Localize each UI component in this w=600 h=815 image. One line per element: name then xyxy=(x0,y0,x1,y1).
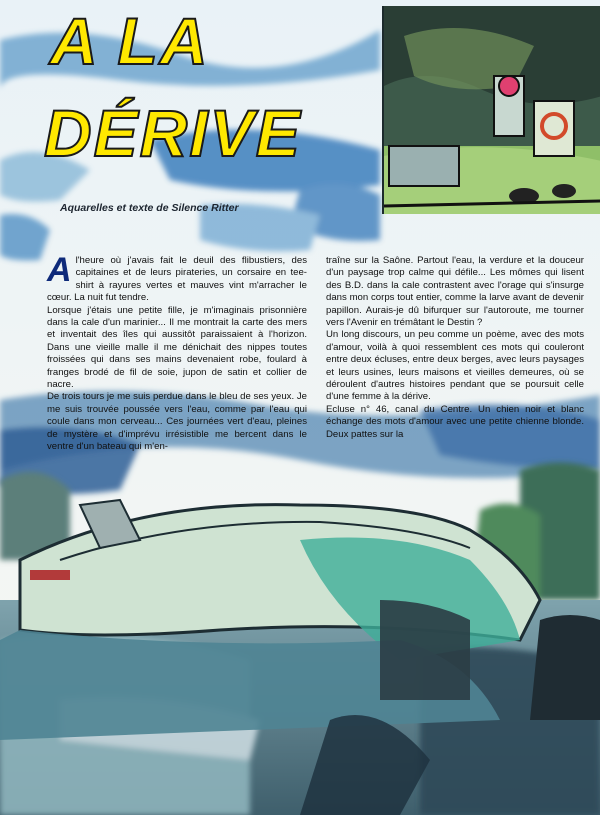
headline-line-1: A LA xyxy=(50,4,210,78)
drop-cap: A xyxy=(47,251,72,289)
paragraph: Ecluse n° 46, canal du Centre. Un chien noir et blanc échange des mots d'amour avec une petite chienne blonde. Deux pattes sur la xyxy=(326,403,584,440)
paragraph-text: l'heure où j'avais fait le deuil des flibustiers, des capitaines et de leurs pirateries, un corsaire en tee-shirt à rayures vertes et mauves vint m'arracher le cœur. La nuit fut tendre. xyxy=(47,255,307,304)
paragraph: traîne sur la Saône. Partout l'eau, la verdure et la douceur d'un paysage trop calme qui défile... Les mômes qui lisent des B.D. dans la cale contrastent avec l'orage qui s'insurge dans mon corps tout entier, comme la larve avant de devenir papillon. Aurais-je dû bifurquer sur l'autoroute, me tourner vers l'Avenir en trémâtant le Destin ? xyxy=(326,255,584,329)
headline-line-2: DÉRIVE xyxy=(44,96,302,170)
paragraph: Lorsque j'étais une petite fille, je m'imaginais prisonnière dans la cale d'un marinier... Il me montrait la carte des mers et inventait des îles qui aussitôt paraissaient à l'horizon. Dans une vieille malle il me dénichait des nippes toutes froissées qui dans ses mains devenaient robe, foulard à franges brodé de fil de soie, jupon de satin et collier de nacre. xyxy=(47,304,307,391)
article-column-right xyxy=(326,255,584,441)
paragraph xyxy=(47,251,307,305)
inset-illustration xyxy=(382,6,600,214)
paragraph: Un long discours, un peu comme un poème, avec des mots d'amour, voilà à quoi ressemblent ces mots qui couleront entre deux écluses, entre deux berges, avec leurs paysages et leurs usines, leurs maisons et vieilles demeures, où se déroulent d'autres histoires pendant que se poursuit celle d'une femme à la dérive. xyxy=(326,329,584,403)
article-column-left xyxy=(47,251,307,454)
byline: Aquarelles et texte de Silence Ritter xyxy=(60,202,239,214)
paragraph: De trois tours je me suis perdue dans le bleu de ses yeux. Je me suis trouvée poussée vers l'eau, comme par l'eau qui coule dans mon cerveau... Ces journées vert d'eau, pleines de mystère et d'imprévu irrésistible me bercent dans le ventre d'un bateau qui m'en- xyxy=(47,391,307,453)
